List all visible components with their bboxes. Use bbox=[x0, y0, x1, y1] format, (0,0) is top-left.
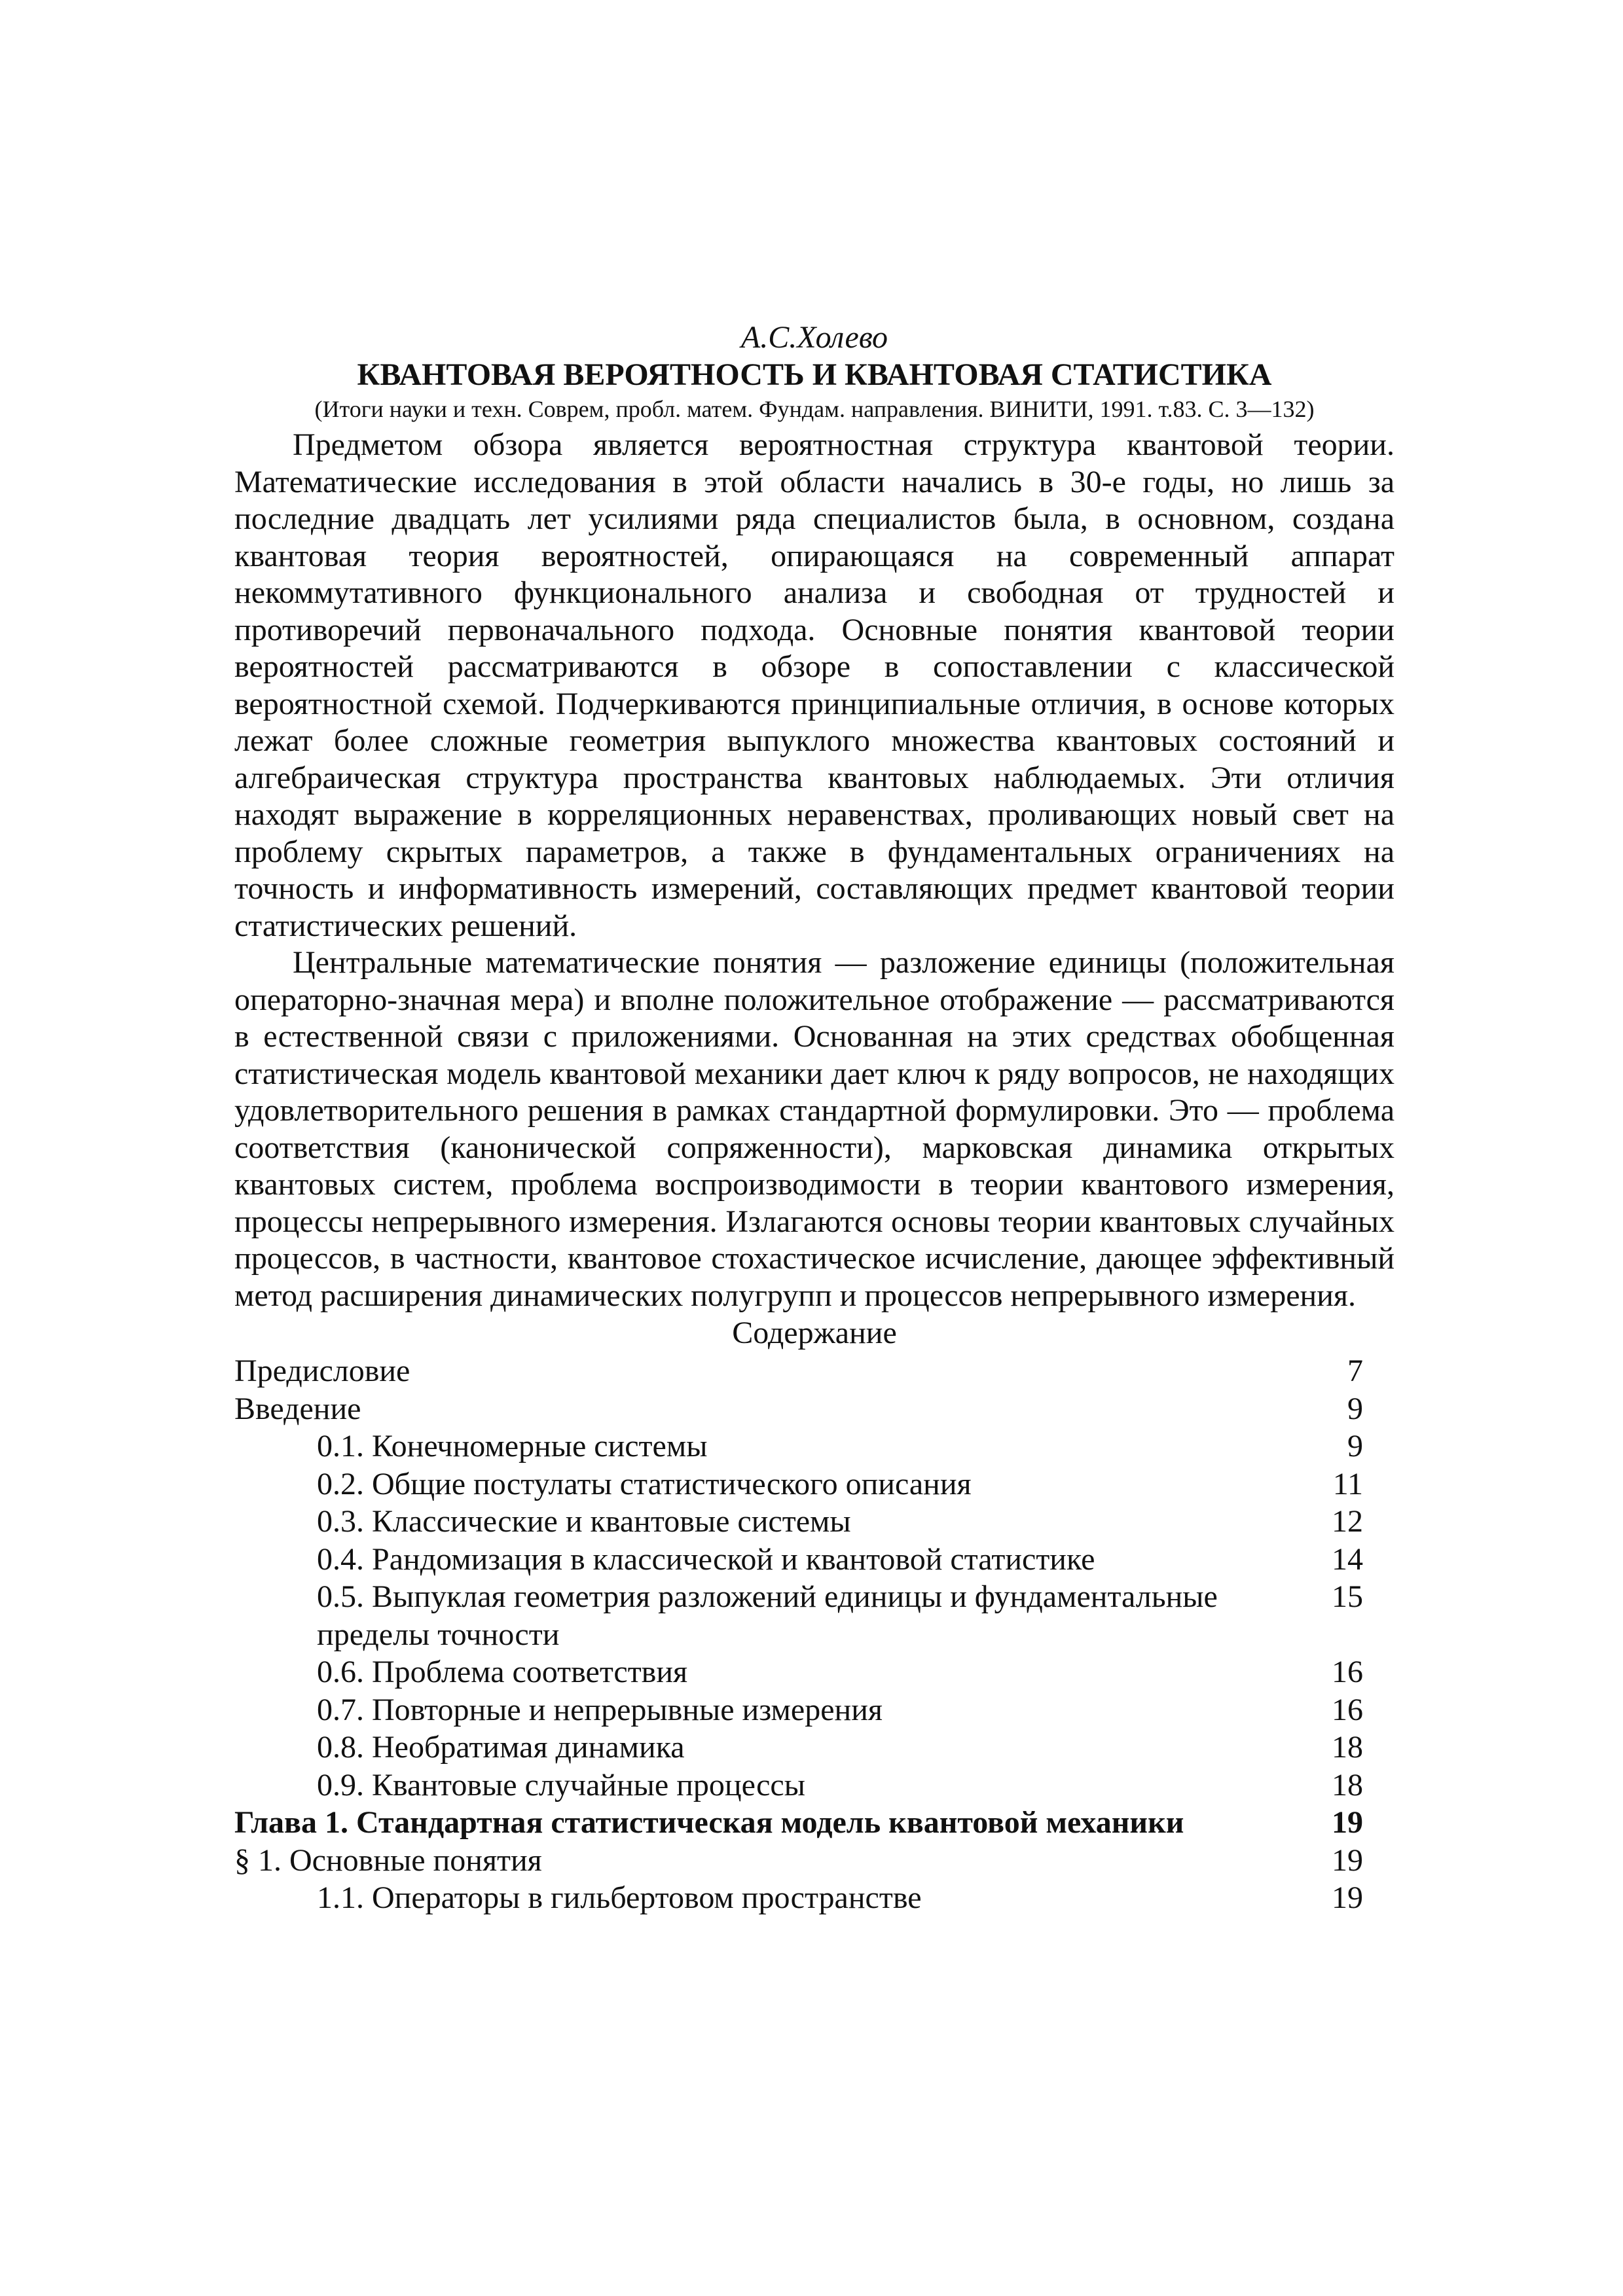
toc-entry-page: 19 bbox=[1332, 1880, 1363, 1915]
toc-entry-page: 9 bbox=[1347, 1391, 1363, 1426]
toc-entry-label: Введение bbox=[234, 1391, 361, 1426]
toc-entry-1-1 bbox=[234, 1879, 1395, 1917]
toc-entry-page: 19 bbox=[1332, 1842, 1363, 1878]
page-content bbox=[234, 319, 1395, 1917]
toc-entry-0-3 bbox=[234, 1503, 1395, 1541]
toc-entry-label: 1.1. Операторы в гильбертовом пространстве bbox=[317, 1880, 922, 1915]
toc-entry-page: 15 bbox=[1332, 1579, 1363, 1614]
toc-entry-page: 7 bbox=[1347, 1354, 1363, 1388]
toc-entry-preface bbox=[234, 1352, 1395, 1390]
toc-entry-page: 18 bbox=[1332, 1767, 1363, 1803]
toc-entry-page: 11 bbox=[1332, 1466, 1363, 1501]
table-of-contents bbox=[234, 1352, 1395, 1917]
toc-entry-0-7 bbox=[234, 1691, 1395, 1729]
toc-entry-section-1 bbox=[234, 1842, 1395, 1880]
toc-entry-0-9 bbox=[234, 1767, 1395, 1804]
source-citation: (Итоги науки и техн. Соврем, пробл. матем. Фундам. направления. ВИНИТИ, 1991. т.83. С. 3—132) bbox=[314, 396, 1315, 422]
toc-entry-label: Глава 1. Стандартная статистическая модель квантовой механики bbox=[234, 1805, 1184, 1840]
toc-entry-label: 0.3. Классические и квантовые системы bbox=[317, 1504, 851, 1539]
toc-entry-0-2 bbox=[234, 1465, 1395, 1503]
toc-entry-label: 0.8. Необратимая динамика bbox=[317, 1730, 685, 1765]
toc-entry-page: 19 bbox=[1332, 1805, 1363, 1840]
toc-entry-chapter-1 bbox=[234, 1804, 1395, 1842]
toc-entry-label: 0.5. Выпуклая геометрия разложений единицы и фундаментальные пределы точности bbox=[317, 1579, 1218, 1652]
abstract-paragraph-1: Предметом обзора является вероятностная структура квантовой теории. Математические исследования в этой области начались в 30-е годы, но лишь за последние двадцать лет усилиями ряда специалистов была, в основном, создана квантовая теория вероятностей, опирающаяся на современный аппарат некоммутативного функционального анализа и свободная от трудностей и противоречий первоначального подхода. Основные понятия квантовой теории вероятностей рассматриваются в обзоре в сопоставлении с классической вероятностной схемой. Подчеркиваются принципиальные отличия, в основе которых лежат более сложные геометрия выпуклого множества квантовых состояний и алгебраическая структура пространства квантовых наблюдаемых. Эти отличия находят выражение в корреляционных неравенствах, проливающих новый свет на проблему скрытых параметров, а также в фундаментальных ограничениях на точность и информативность измерений, составляющих предмет квантовой теории статистических решений. bbox=[234, 427, 1395, 943]
toc-entry-label: Предисловие bbox=[234, 1354, 410, 1388]
toc-entry-0-6 bbox=[234, 1653, 1395, 1691]
toc-entry-page: 16 bbox=[1332, 1655, 1363, 1689]
toc-heading: Содержание bbox=[732, 1316, 897, 1350]
toc-entry-0-5 bbox=[234, 1578, 1395, 1653]
toc-entry-label: 0.9. Квантовые случайные процессы bbox=[317, 1767, 805, 1803]
toc-entry-introduction bbox=[234, 1390, 1395, 1428]
toc-entry-0-1 bbox=[234, 1427, 1395, 1465]
article-title: КВАНТОВАЯ ВЕРОЯТНОСТЬ И КВАНТОВАЯ СТАТИСТИКА bbox=[357, 357, 1272, 392]
toc-entry-label: 0.4. Рандомизация в классической и квантовой статистике bbox=[317, 1541, 1095, 1577]
toc-entry-label: 0.2. Общие постулаты статистического описания bbox=[317, 1466, 972, 1501]
toc-entry-page: 18 bbox=[1332, 1730, 1363, 1765]
toc-entry-page: 14 bbox=[1332, 1541, 1363, 1577]
toc-entry-page: 9 bbox=[1347, 1429, 1363, 1463]
toc-entry-label: 0.6. Проблема соответствия bbox=[317, 1655, 688, 1689]
toc-entry-0-4 bbox=[234, 1541, 1395, 1579]
toc-entry-page: 16 bbox=[1332, 1692, 1363, 1727]
toc-entry-label: 0.7. Повторные и непрерывные измерения bbox=[317, 1692, 883, 1727]
toc-entry-label: 0.1. Конечномерные системы bbox=[317, 1429, 708, 1463]
abstract-paragraph-2: Центральные математические понятия — разложение единицы (положительная операторно-значная мера) и вполне положительное отображение — рассматриваются в естественной связи с приложениями. Основанная на этих средствах обобщенная статистическая модель квантовой механики дает ключ к ряду вопросов, не находящих удовлетворительного решения в рамках стандартной формулировки. Это — проблема соответствия (канонической сопряженности), марковская динамика открытых квантовых систем, проблема воспроизводимости в теории квантового измерения, процессы непрерывного измерения. Излагаются основы теории квантовых случайных процессов, в частности, квантовое стохастическое исчисление, дающее эффективный метод расширения динамических полугрупп и процессов непрерывного измерения. bbox=[234, 945, 1395, 1313]
toc-entry-page: 12 bbox=[1332, 1504, 1363, 1539]
toc-entry-label: § 1. Основные понятия bbox=[234, 1842, 542, 1878]
toc-entry-0-8 bbox=[234, 1729, 1395, 1767]
author-name: А.С.Холево bbox=[740, 320, 888, 355]
